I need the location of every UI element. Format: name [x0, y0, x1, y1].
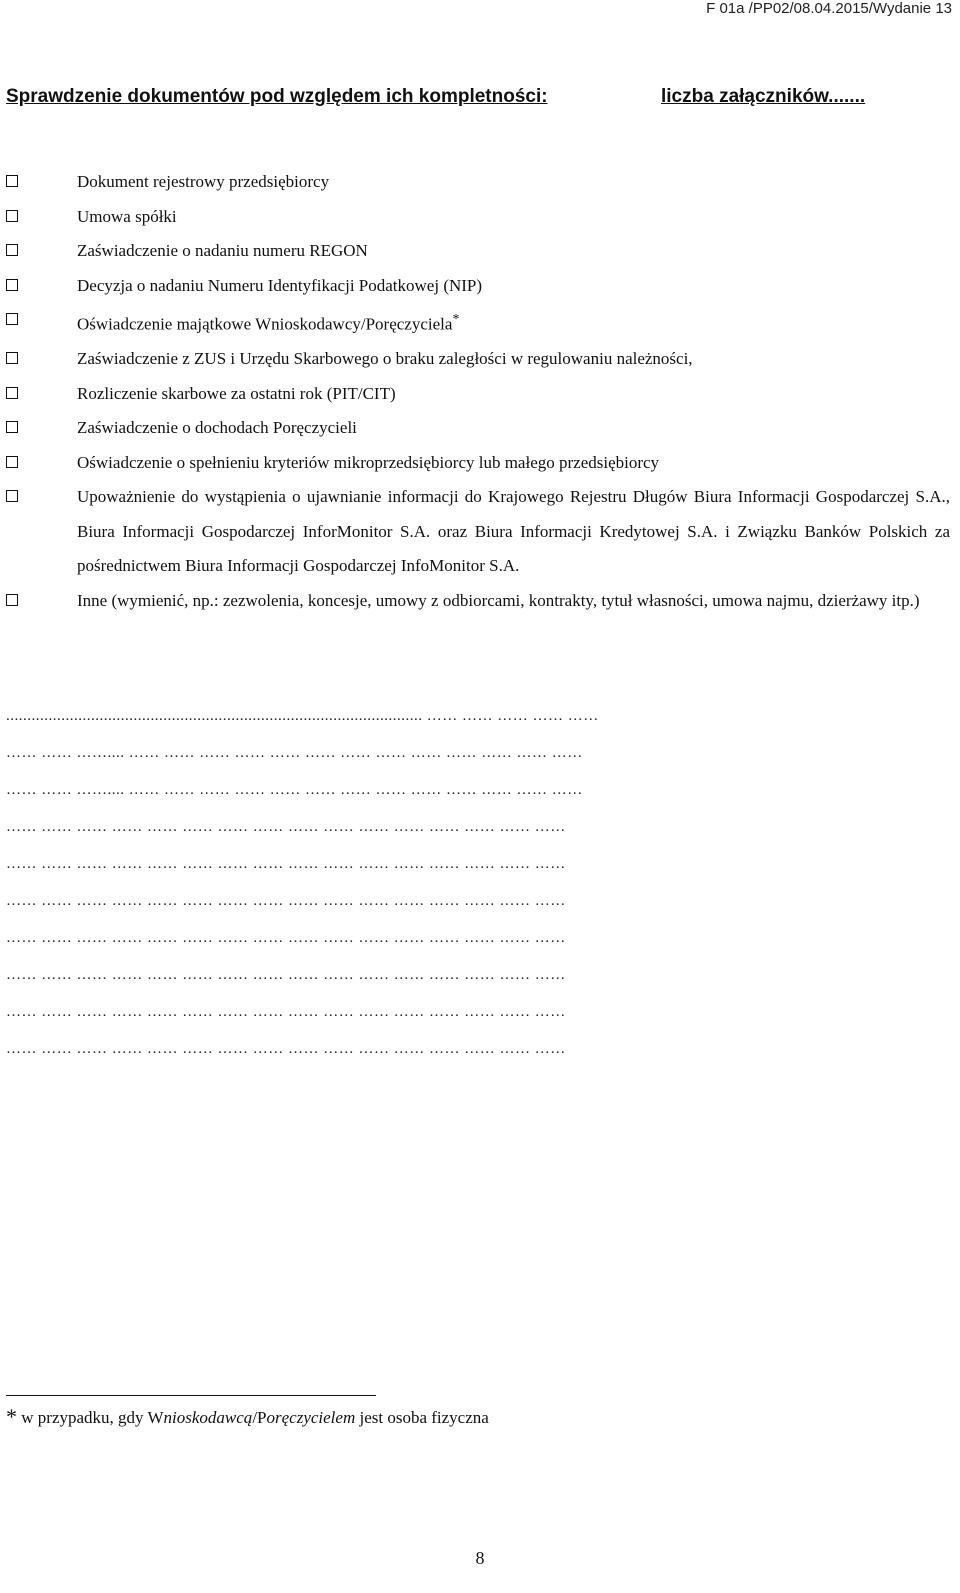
checklist-item-label: Umowa spółki [77, 206, 177, 226]
checklist-item-label: Zaświadczenie o nadaniu numeru REGON [77, 241, 368, 260]
checklist-item [6, 411, 950, 446]
dotted-line: …… …… …… …… …… …… …… …… …… …… …… …… …… …… …… …… [6, 1004, 566, 1020]
checklist-item [6, 377, 950, 412]
page-number: 8 [475, 1548, 485, 1568]
checklist-item-label: Decyzja o nadaniu Numeru Identyfikacji Podatkowej (NIP) [77, 275, 483, 295]
footnote-text-suffix: jest osoba fizyczna [355, 1408, 489, 1427]
footnote-reference: * [452, 312, 460, 327]
dotted-line: …… …… …… …… …… …… …… …… …… …… …… …… …… …… …… …… [6, 893, 566, 909]
footnote-italic-guarantor: oręczycielem [266, 1408, 356, 1427]
document-checklist [6, 165, 950, 618]
checklist-item-label: Rozliczenie skarbowe za ostatni rok (PIT/CIT) [77, 383, 396, 403]
checkbox-icon[interactable] [6, 456, 18, 468]
attachments-count-label: liczba załączników....... [661, 86, 866, 107]
checklist-item [6, 303, 950, 342]
checkbox-icon[interactable] [6, 352, 18, 364]
checklist-item [6, 342, 950, 377]
checklist-item [6, 165, 950, 200]
footnote-mark: * [6, 1404, 17, 1429]
checkbox-icon[interactable] [6, 490, 18, 502]
dotted-line: .................................................................................................. …… …… …… …… …… [6, 708, 599, 724]
section-title: Sprawdzenie dokumentów pod względem ich kompletności: [6, 86, 548, 107]
checkbox-icon[interactable] [6, 594, 18, 606]
checklist-item-label: Upoważnienie do wystąpienia o ujawnianie informacji do Krajowego Rejestru Długów Biura Informacji Gospodarczej S.A., Biura Informacji Gospodarczej InforMonitor S.A. oraz Biura Informacji Kredytowej S.A. i Związku Banków Polskich za pośrednictwem Biura Informacji Gospodarczej InfoMonitor S.A. [77, 487, 950, 576]
checklist-item [6, 584, 950, 619]
checkbox-icon[interactable] [6, 279, 18, 291]
document-code: F 01a /PP02/08.04.2015/Wydanie 13 [706, 0, 952, 17]
dotted-line: …… …… …… …… …… …… …… …… …… …… …… …… …… …… …… …… [6, 819, 566, 835]
dotted-line: …… …… …… …… …… …… …… …… …… …… …… …… …… …… …… …… [6, 856, 566, 872]
checklist-item-label: Zaświadczenie o dochodach Poręczycieli [77, 418, 357, 438]
dotted-line: …… …… …… …… …… …… …… …… …… …… …… …… …… …… …… …… [6, 967, 566, 983]
section-title-row [6, 86, 946, 112]
dotted-line: …… …… …….... …… …… …… …… …… …… …… …… …… …… …… …… …… [6, 745, 583, 761]
checklist-item [6, 234, 950, 269]
checkbox-icon[interactable] [6, 244, 18, 256]
checklist-item-label: Oświadczenie o spełnieniu kryteriów mikroprzedsiębiorcy lub małego przedsiębiorcy [77, 452, 660, 472]
checklist-item-label: Dokument rejestrowy przedsiębiorcy [77, 172, 330, 191]
checkbox-icon[interactable] [6, 313, 18, 325]
checklist-item [6, 200, 950, 235]
checklist-item [6, 480, 950, 584]
footnote-slash: /P [252, 1408, 267, 1427]
checkbox-icon[interactable] [6, 210, 18, 222]
checkbox-icon[interactable] [6, 421, 18, 433]
footnote-italic-applicant: nioskodawcą [163, 1408, 253, 1427]
free-text-dotted-lines [6, 708, 950, 1078]
dotted-line: …… …… …… …… …… …… …… …… …… …… …… …… …… …… …… …… [6, 930, 566, 946]
checkbox-icon[interactable] [6, 387, 18, 399]
footnote-separator [6, 1395, 376, 1396]
dotted-line: …… …… …… …… …… …… …… …… …… …… …… …… …… …… …… …… [6, 1041, 566, 1057]
checklist-item-label [77, 303, 950, 342]
footnote-text-prefix: w przypadku, gdy W [17, 1408, 164, 1427]
checklist-item [6, 269, 950, 304]
checklist-item-text: Oświadczenie majątkowe Wnioskodawcy/Poręczyciela [77, 314, 453, 334]
checklist-item-label: Zaświadczenie z ZUS i Urzędu Skarbowego o braku zaległości w regulowaniu należności, [77, 349, 693, 369]
footnote [6, 1404, 489, 1434]
checklist-item-label: Inne (wymienić, np.: zezwolenia, koncesje, umowy z odbiorcami, kontrakty, tytuł własności, umowa najmu, dzierżawy itp.) [77, 590, 920, 610]
dotted-line: …… …… …….... …… …… …… …… …… …… …… …… …… …… …… …… …… [6, 782, 583, 798]
checklist-item [6, 446, 950, 481]
checkbox-icon[interactable] [6, 175, 18, 187]
